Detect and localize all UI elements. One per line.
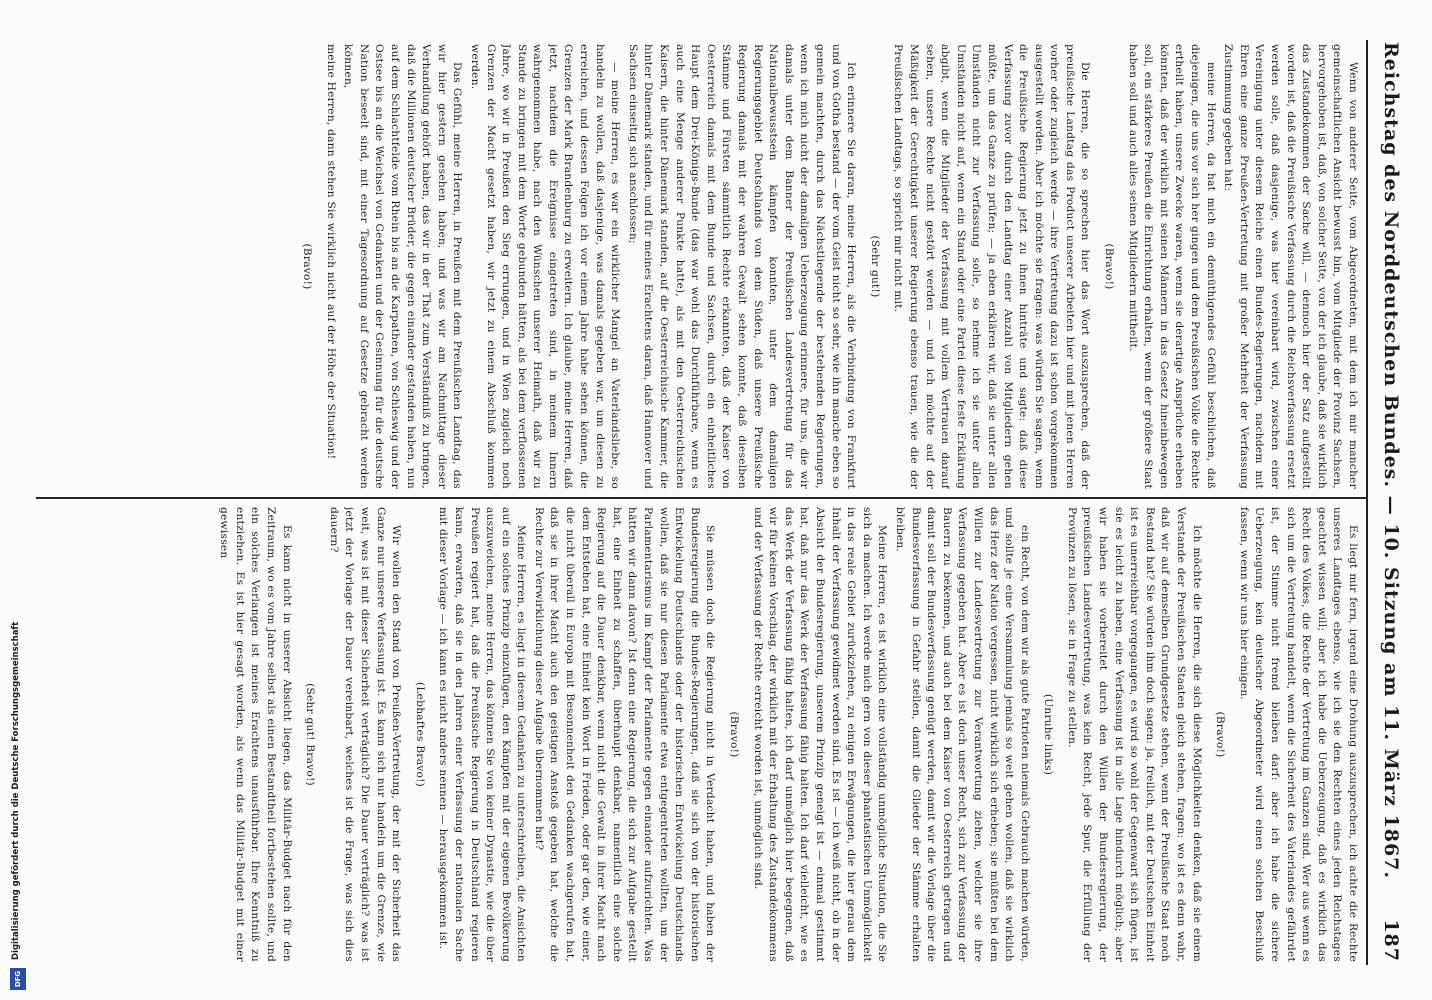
interjection: (Bravo!) xyxy=(301,243,313,290)
column-divider xyxy=(36,497,1366,499)
paragraph: Ich erinnere Sie daran, meine Herren, als die Verbindung von Frankfurt und von Gotha bestand — der vom Geist nicht so sehr, wie ihn manche eben so gemein machten, durch das Nächstliegende der bestehenden Regierungen, wenn ich mich nicht der damaligen Ueberzeugung erinnere, für uns, die wir damals unter dem Banner der Preußischen Landesvertretung für das Nationalbewusstsein kämpfen konnten, unter dem damaligen Regierungsgebiet Deutschlands von dem Süden, daß unsere Preußische Regierung damals mit der wahren Gewalt sehen konnte, daß dieselben Stämme und Fürsten sämmtlich Rechte erkannten, daß der Kaiser von Oesterreich damals mit dem Bunde und Sachsen, durch ein einheitliches Haupt dem Drei-Königs-Bunde (das war wohl das Durchführbare, wenn es auch eine Menge anderer Punkte hatte), als mit den Oesterreichischen Kaisern, die hinter Dänemark standen, auf die Oesterreichische Kammer, die hinter Dänemark standen, und für meines Erachtens daran, daß Hannover und Sachsen einseitig sich anschlossen; xyxy=(626,44,858,489)
interjection: (Bravo!) xyxy=(1214,711,1227,758)
paragraph: Meine Herren, es liegt in diesem Gedanken zu unterschreiben, die Ansichten auf ein solches Prinzip einzufügen, den Kämpfen mit der eigenen Bevölkerung auszuweichen, meine Herren, das können Sie von keiner Dynastie, wie die über Preußen regiert hat, daß die Preußische Regierung in Deutschland regieren kann, erwarten, daß sie in den Jahren einer Verfassung der nationalen Sache mit dieser Vorlage — ich kann es nicht anders nennen — herausgekommen ist. xyxy=(437,507,528,962)
interjection: (Unruhe links) xyxy=(1042,693,1055,776)
digitization-note: Digitalisierung gefördert durch die Deutsche Forschungsgemeinschaft xyxy=(11,621,21,960)
dfg-logo-icon: DFG xyxy=(10,968,26,990)
paragraph: Es liegt mir fern, irgend eine Drohung auszusprechen, ich achte die Rechte unseres Landtages ebenso, wie ich sie den Rechten eines jeden Reichstages geachtet wissen will; aber ich habe die Ueberzeugung, daß es wirklich das Recht des Volkes, die Rechte der Vertretung im Ganzen sind. Wer aus wenn es sich um die Vertretung handelt, wenn die Sicherheit des Vaterlandes gefährdet ist, der Stimme nicht fremd bleiben darf: aber ich habe die sichere Ueberzeugung, kein deutscher Abgeordneter wird einen solchen Beschluß fassen, wenn wir uns hier einigen. xyxy=(1237,507,1359,962)
paragraph: ein Recht, von dem wir als gute Patrioten niemals Gebrauch machen würden, und sollte je eine Versammlung jemals so weit gehen wollen, daß sie wirklich das Herz der Nation vergessen, nicht wirklich sich erheben; sie müßten bei dem Willen zur Landesvertretung zur Verantwortung ziehen, welcher sie ihre Verfassung gegeben hat. Aber es ist doch unser Recht, sich zur Verfassung der Bauern zu bekennen, und auch bei dem Kaiser von Oesterreich getragen und damit soll der Bundesverfassung genügt werden, damit wir die Vorlage über die Bundesverfassung in Gefahr stellen, damit die Glieder der Stämme erhalten bleiben. xyxy=(893,507,1031,962)
page-number: 187 xyxy=(1380,919,1402,962)
interjection: (Bravo!) xyxy=(728,711,741,758)
paragraph: Wir wollen den Stand von Preußen-Vertretung, der mit der Sicherheit das Ganze nur unsere Verfassung ist. Es kann sich nur handeln um die Grenze, wie weit, was ist mit dieser Sicherheit verträglich? Die Dauer verträglich? was ist jetzt der Vorlage der Dauer vereinbart, welches ist die Frage, was sich dies dauern? xyxy=(327,507,403,962)
paragraph: Die Herren, die so sprechen hier das Wort auszusprechen, daß der preußische Landtag das Product unserer Arbeiten hier und mit jenen Herren vorher oder zugleich werde — ihre Vertretung dazu ist schon vorgekommen ausgestellt worden. Aber ich möchte sie fragen: was würden Sie sagen, wenn die Preußische Regierung jetzt zu ihnen hinträte und sagte: daß diese Verfassung zuvor durch den Landtag einer Anzahl von Mitgliedern gehen müßte, um das Ganze zu prüfen; — ja eben erklären wir, daß sie unter allen Umständen nicht zur Verfassung solle, so nehme ich sie unter allen Umständen nicht auf, wenn ein Stand oder eine Partei diese feste Erklärung abgibt, wenn die Mitglieder der Verfassung mit vollem Vertrauen darauf sehen, unsere Rechte nicht gestört werden — und ich möchte auf der Mäßigkeit der Gerechtigkeit unserer Regierung ebenso trauen, wie die der Preußischen Landtags, so spricht mir nicht mit. xyxy=(892,44,1092,489)
paragraph: Ich möchte die Herren, die sich diese Möglichkeiten denken, daß sie einem Verstande der Preußischen Staaten gleich stehen, fragen: wo ist es denn wahr, daß wir auf demselben Grundgesetze stehen, wenn der Preußische Staat noch Bestand hat? Sie würden ihm doch sagen: ja, freilich, mit der Deutschen Einheit ist es unerreichbar vorgegangen, es wird so wohl der Gegenwart sich fügen, ist sie es leicht zu haben, eine Verfassung ist in alle Lage hindurch möglich; aber wir haben sie vorbereitet durch den Willen der Bundesregierung, der preußischen Landesvertretung, was kein Recht, jede Spur, die Erfüllung der Provinzen zu lösen, sie in Frage zu stellen. xyxy=(1065,507,1203,962)
page-title: Reichstag des Norddeutschen Bundes. — 10. Sitzung am 11. März 1867. xyxy=(1380,42,1402,880)
paragraph: Wenn von anderer Seite, vom Abgeordneten, mit dem ich mir mancher gemeinschaftlichen Ansicht bewusst bin, vom Mitgliede der Provinz Sachsen, hervorgehoben ist, daß, von solcher Seite, von der ich glaube, daß sie wirklich das Zustandekommen der Sache will, — dennoch hier der Satz aufgestellt worden ist, daß die Preußische Verfassung durch die Reichsverfassung ersetzt werden solle, daß dasjenige, was hier vereinbart wird, zwischen einer Vereinigung unter diesem Reiche einen Bundes-Regierungen, nachdem mit Ehren eine ganze Preußen-Vertretung mit großer Mehrheit der Verfassung Zustimmung gegeben hat: xyxy=(1222,44,1359,489)
paragraph: meine Herren, dann stehen Sie wirklich nicht auf der Höhe der Situation! xyxy=(324,44,337,460)
paragraph: — meine Herren, es war ein wirklicher Mangel an Vaterlandsliebe, so handeln zu wollen, daß dasjenige, was damals gegeben war, um diesen zu erreichen, und dessen Folgen ich vor einem Jahre habe sehen können, die Grenzen der Mark Brandenburg zu erweitern. Ich glaube, meine Herren, daß jetzt, nachdem die Ereignisse eingetreten sind, in meinem Innern wahrgenommen habe, nach den Wünschen unserer Heimath, daß wir zu Stande zu bringen mit dem Worte gebunden hätten, als bei dem verflossenen Jahre, wo wir in Preußen den Sieg errungen, und in Wien zugleich noch Grenzen der Macht gesetzt haben, wir jetzt zu einem Abschluß kommen werden. xyxy=(468,44,622,489)
interjection: (Sehr gut!) xyxy=(868,235,881,298)
paragraph: Sie müssen doch die Regierung nicht in Verdacht haben, und haben der Bundesregierung die Bundes-Regierungen, daß sie sich von der historischen Entwickelung Deutschlands oder der historischen Entwickelung Deutschlands wollen, daß sie nur diesen Parlamente etwa entgegentreten wollten, um der Parlamentarismus im Kampf der Parlamente gegen einander aufzurichten. Was hätten wir dann davon? Ist denn eine Regierung, die sich zur Aufgabe gestellt hat, eine Einheit zu schaffen, überhaupt denkbar, namentlich eine solche Regierung auf die Dauer denkbar, wenn nicht die Gewalt in ihrer Macht nach dem Entstehen hat, eine Einheit kein Wort in Frieden, oder gar den, wie einer, die nicht überall in Europa mit Besonnenheit den Gedanken wachgerufen hat, daß sie in ihrer Macht auch den geistigen Anstoß gegeben hat, welche die Rechte zur Verwirklichung dieser Aufgabe übernommen hat? xyxy=(532,507,717,962)
paragraph: Meine Herren, es ist wirklich eine vollständig unmögliche Situation, die Sie sich da machen. Ich werde mich gern von dieser phantastischen Unmöglichkeit in das reale Gebiet zurückziehen, zu einigen Erwägungen, die hier genau dem Inhalt der Verfassung gewidmet werden sind. Es ist — ich weiß nicht, ob in der Absicht der Bundesregierung, unserem Prinzip geneigt ist — einmal gestimmt hat, daß nur das Werk der Verfassung fähig halten. Ich darf vielleicht, wie es das Werk der Verfassung fähig halten, ich darf unmöglich hier begegnen, daß wir für keinen Vorschlag, der wirklich mit der Erhaltung des Zustandekommens und der Verfassung der Rechte erreicht worden ist, unmöglich sind. xyxy=(751,507,889,962)
paragraph: Es kann nicht in unserer Absicht liegen, das Militär-Budget nach für den Zeitraum, wo es vom Jahre selbst als einen Bestandtheil fortbestehen sollte, und ein solches Verlangen ist meines Erachtens unausführbar. Ihre Kenntniß zu entziehen. Es ist hier gesagt worden, als wenn das Militär-Budget mit einer gewissen xyxy=(218,507,293,962)
digitization-strip xyxy=(0,0,32,1000)
interjection: (Lebhaftes Bravo!) xyxy=(413,681,426,788)
interjection: (Sehr gut! Bravo!) xyxy=(304,683,317,786)
header-rule xyxy=(1366,40,1368,965)
column-left xyxy=(20,44,1360,489)
page-header xyxy=(1372,42,1402,962)
paragraph: meine Herren, da hat mich ein demüthigendes Gefühl beschlichen, daß diejenigen, die uns vor sich her gingen und dem Preußischen Volke die Rechte ertheilt haben, unsere Zwecke waren, wenn sie derartige Ansprüche erheben könnten, daß der wirklich mit seinen Männern in das Gesetz hineinbewegen soll, ein stärkeres Preußen die Einrichtung erhalten, wenn der größere Staat haben soll und auch alles seinen Mitgliedern mittheilt. xyxy=(1126,44,1217,489)
column-right xyxy=(20,507,1360,962)
interjection: (Bravo!) xyxy=(1103,243,1116,290)
paragraph: Das Gefühl, meine Herren, in Preußen mit dem Preußischen Landtag, das wir hier gestern gesehen haben, und was wir am Nachmittage dieser Verhandlung gehört haben, das wir in der That zum Verständniß zu bringen, daß die Millionen deutscher Brüder, die gegen einander gestanden haben, nun auf dem Schlachtfelde vom Rhein bis an die Karpathen, von Schleswig und der Ostsee bis an die Weichsel von Gedanken und der Gesinnung für die deutsche Nation beseelt sind, mit einer Tagesordnung auf Gesetze gebracht werden können, xyxy=(342,44,464,489)
